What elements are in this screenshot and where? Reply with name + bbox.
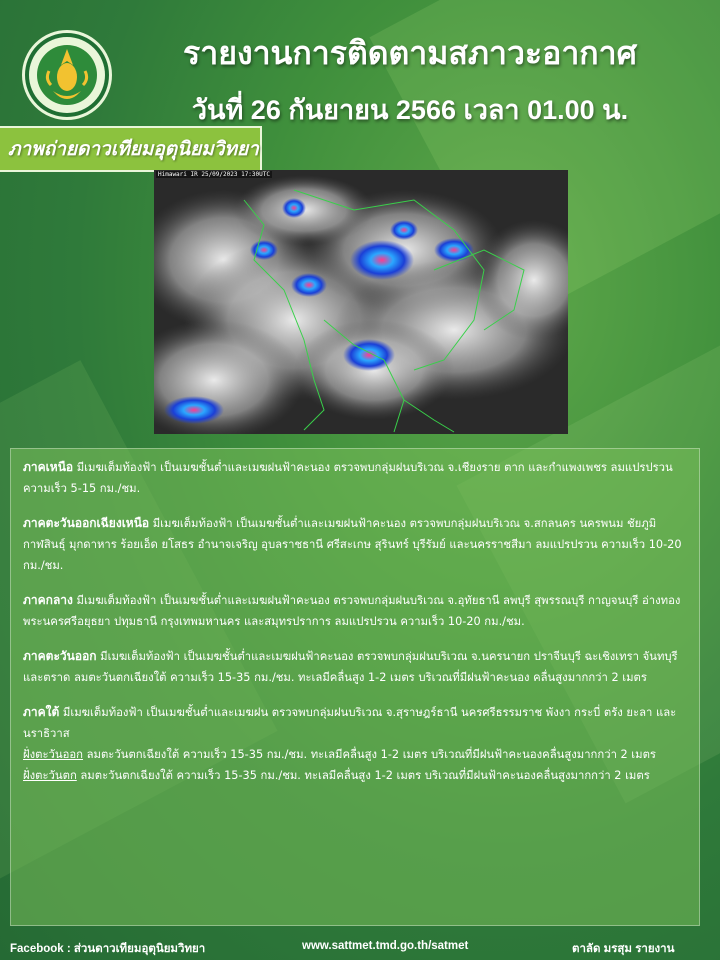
region-heading: ภาคตะวันออกเฉียงเหนือ <box>23 516 150 530</box>
report-south <box>23 702 687 786</box>
region-text: มีเมฆเต็มท้องฟ้า เป็นเมฆชั้นต่ำและเมฆฝน ตรวจพบกลุ่มฝนบริเวณ จ.สุราษฎร์ธานี นครศรีธรรมราช พังงา กระบี่ ตรัง ยะลา และนราธิวาส <box>23 706 677 740</box>
website-link[interactable]: www.sattmet.tmd.go.th/satmet <box>302 940 469 952</box>
report-title: รายงานการติดตามสภาวะอากาศ <box>183 35 637 71</box>
region-text: มีเมฆเต็มท้องฟ้า เป็นเมฆชั้นต่ำและเมฆฝนฟ้าคะนอง ตรวจพบกลุ่มฝนบริเวณ จ.นครนายก ปราจีนบุรี ฉะเชิงเทรา จันทบุรี และตราด ลมตะวันตกเฉียงใต้ ความเร็ว 15-35 กม./ชม. ทะเลมีคลื่นสูง 1-2 เมตร บริเวณที่มีฝนฟ้าคะนอง คลื่นสูงมากกว่า 2 เมตร <box>23 650 678 684</box>
region-heading: ภาคใต้ <box>23 705 60 719</box>
region-text: มีเมฆเต็มท้องฟ้า เป็นเมฆชั้นต่ำและเมฆฝนฟ้าคะนอง ตรวจพบกลุ่มฝนบริเวณ จ.อุทัยธานี ลพบุรี สุพรรณบุรี กาญจนบุรี อ่างทอง พระนครศรีอยุธยา ปทุมธานี กรุงเทพมหานคร และสมุทรปราการ ลมแปรปรวน ความเร็ว 10-20 กม./ชม. <box>23 594 681 628</box>
footer <box>0 936 720 960</box>
region-heading: ภาคกลาง <box>23 593 73 607</box>
tmd-emblem-icon <box>27 35 107 115</box>
weather-report <box>10 448 700 926</box>
region-text: มีเมฆเต็มท้องฟ้า เป็นเมฆชั้นต่ำและเมฆฝนฟ้าคะนอง ตรวจพบกลุ่มฝนบริเวณ จ.สกลนคร นครพนม ชัยภูมิ กาฬสินธุ์ มุกดาหาร ร้อยเอ็ด ยโสธร อำนาจเจริญ อุบลราชธานี ศรีสะเกษ สุรินทร์ บุรีรัมย์ และนครราชสีมา ลมแปรปรวน ความเร็ว 10-20 กม./ชม. <box>23 517 682 572</box>
report-date: วันที่ 26 กันยายน 2566 เวลา 01.00 น. <box>191 95 629 125</box>
east-coast-text: ลมตะวันตกเฉียงใต้ ความเร็ว 15-35 กม./ชม. ทะเลมีคลื่นสูง 1-2 เมตร บริเวณที่มีฝนฟ้าคะนองคลื่นสูงมากกว่า 2 เมตร <box>83 748 657 761</box>
satellite-stamp: Himawari IR 25/09/2023 17:30UTC <box>158 171 270 178</box>
west-coast-text: ลมตะวันตกเฉียงใต้ ความเร็ว 15-35 กม./ชม. ทะเลมีคลื่นสูง 1-2 เมตร บริเวณที่มีฝนฟ้าคะนองคลื่นสูงมากกว่า 2 เมตร <box>76 769 650 782</box>
report-central <box>23 590 687 632</box>
report-northeast <box>23 513 687 576</box>
east-coast-label: ฝั่งตะวันออก <box>23 748 84 761</box>
report-east <box>23 646 687 688</box>
reporter-credit: ตาลัด มรสุม รายงาน <box>572 943 675 955</box>
report-north <box>23 457 687 499</box>
region-text: มีเมฆเต็มท้องฟ้า เป็นเมฆชั้นต่ำและเมฆฝนฟ้าคะนอง ตรวจพบกลุ่มฝนบริเวณ จ.เชียงราย ตาก และกำแพงเพชร ลมแปรปรวน ความเร็ว 5-15 กม./ชม. <box>23 461 673 495</box>
satellite-image-graphic <box>154 170 568 434</box>
tmd-logo <box>22 30 112 120</box>
region-heading: ภาคตะวันออก <box>23 649 97 663</box>
west-coast-label: ฝั่งตะวันตก <box>23 769 77 782</box>
satellite-image <box>154 170 568 434</box>
region-heading: ภาคเหนือ <box>23 460 74 474</box>
facebook-credit: Facebook : ส่วนดาวเทียมอุตุนิยมวิทยา <box>10 943 206 955</box>
satellite-section-label: ภาพถ่ายดาวเทียมอุตุนิยมวิทยา <box>0 126 262 172</box>
